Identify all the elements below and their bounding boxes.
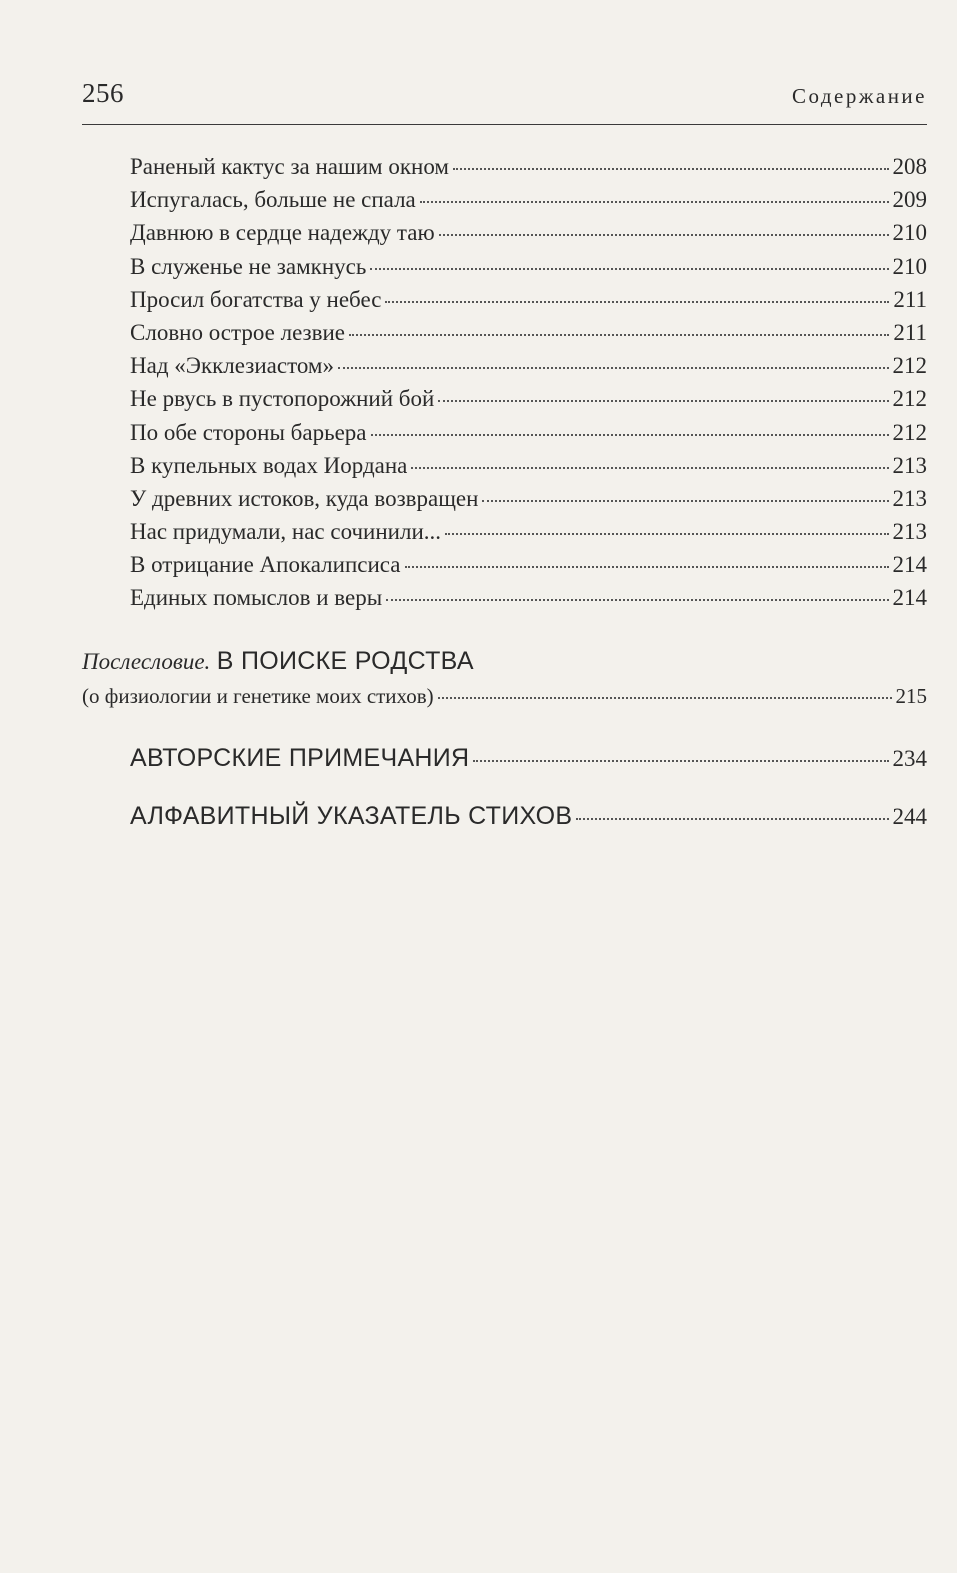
toc-entry-title: Нас придумали, нас сочинили... [130, 519, 442, 545]
toc-entry-title: Давнюю в сердце надежду таю [130, 220, 435, 246]
table-of-contents [130, 154, 927, 619]
toc-entry-title: Не рвусь в пустопорожний бой [130, 386, 435, 412]
toc-entry-page: 211 [893, 319, 927, 345]
toc-entry-title: В отрицание Апокалипсиса [130, 552, 401, 578]
afterword-entry [82, 646, 927, 718]
toc-entry-page: 212 [892, 419, 927, 445]
toc-entry-title: По обе стороны барьера [130, 419, 367, 445]
toc-entry [130, 154, 927, 187]
page-number: 256 [82, 78, 124, 108]
toc-entry-page: 213 [892, 452, 927, 478]
toc-entry-title: У древних истоков, куда возвращен [130, 485, 479, 511]
toc-entry-page: 210 [892, 253, 927, 279]
afterword-subtitle-row [82, 684, 927, 718]
dot-leader [438, 697, 892, 699]
toc-entry-title: Над «Экклезиастом» [130, 353, 334, 379]
dot-leader [405, 566, 889, 568]
toc-entry [130, 552, 927, 585]
toc-entry-page: 213 [892, 519, 927, 545]
dot-leader [370, 268, 888, 270]
toc-entry-page: 208 [892, 154, 927, 179]
afterword-title: В ПОИСКЕ РОДСТВА [216, 647, 474, 675]
dot-leader [453, 168, 889, 170]
dot-leader [576, 818, 888, 820]
toc-entry-page: 214 [892, 585, 927, 611]
toc-entry [130, 453, 927, 486]
toc-entry-title: В купельных водах Иордана [130, 452, 408, 478]
dot-leader [386, 599, 888, 601]
section-title: АВТОРСКИЕ ПРИМЕЧАНИЯ [130, 744, 470, 772]
section-title: АЛФАВИТНЫЙ УКАЗАТЕЛЬ СТИХОВ [130, 802, 573, 830]
toc-entry-page: 210 [892, 220, 927, 246]
toc-entry [130, 386, 927, 419]
running-title: Содержание [791, 84, 927, 108]
section-entry [130, 802, 927, 860]
page-header [82, 78, 927, 125]
toc-entry [130, 353, 927, 386]
dot-leader [420, 201, 889, 203]
dot-leader [385, 301, 889, 303]
toc-entry [130, 287, 927, 320]
dot-leader [338, 367, 889, 369]
afterword-page: 215 [895, 684, 927, 708]
toc-entry-title: Единых помыслов и веры [130, 585, 383, 611]
dot-leader [411, 467, 888, 469]
toc-entry [130, 254, 927, 287]
back-matter-sections [130, 744, 927, 860]
toc-entry-title: В служенье не замкнусь [130, 253, 367, 279]
section-entry [130, 744, 927, 802]
toc-entry-page: 212 [892, 386, 927, 412]
dot-leader [438, 400, 888, 402]
toc-entry [130, 420, 927, 453]
toc-entry [130, 220, 927, 253]
toc-entry-title: Просил богатства у небес [130, 286, 382, 312]
toc-entry [130, 486, 927, 519]
afterword-subtitle: (о физиологии и генетике моих стихов) [82, 684, 434, 708]
toc-entry-page: 213 [892, 485, 927, 511]
dot-leader [439, 234, 889, 236]
section-page: 244 [892, 804, 927, 829]
dot-leader [445, 533, 888, 535]
afterword-heading [82, 646, 927, 684]
toc-entry [130, 519, 927, 552]
dot-leader [371, 434, 889, 436]
toc-entry-title: Испугалась, больше не спала [130, 187, 416, 213]
toc-entry-page: 212 [892, 353, 927, 379]
toc-entry [130, 187, 927, 220]
toc-entry [130, 585, 927, 618]
toc-entry-page: 211 [893, 286, 927, 312]
toc-entry-title: Словно острое лезвие [130, 319, 346, 345]
toc-entry [130, 320, 927, 353]
toc-entry-title: Раненый кактус за нашим окном [130, 154, 449, 179]
afterword-label: Послесловие. [82, 649, 211, 674]
toc-entry-page: 214 [892, 552, 927, 578]
dot-leader [473, 760, 888, 762]
toc-entry-page: 209 [892, 187, 927, 213]
section-page: 234 [892, 746, 927, 771]
dot-leader [482, 500, 888, 502]
dot-leader [349, 334, 889, 336]
